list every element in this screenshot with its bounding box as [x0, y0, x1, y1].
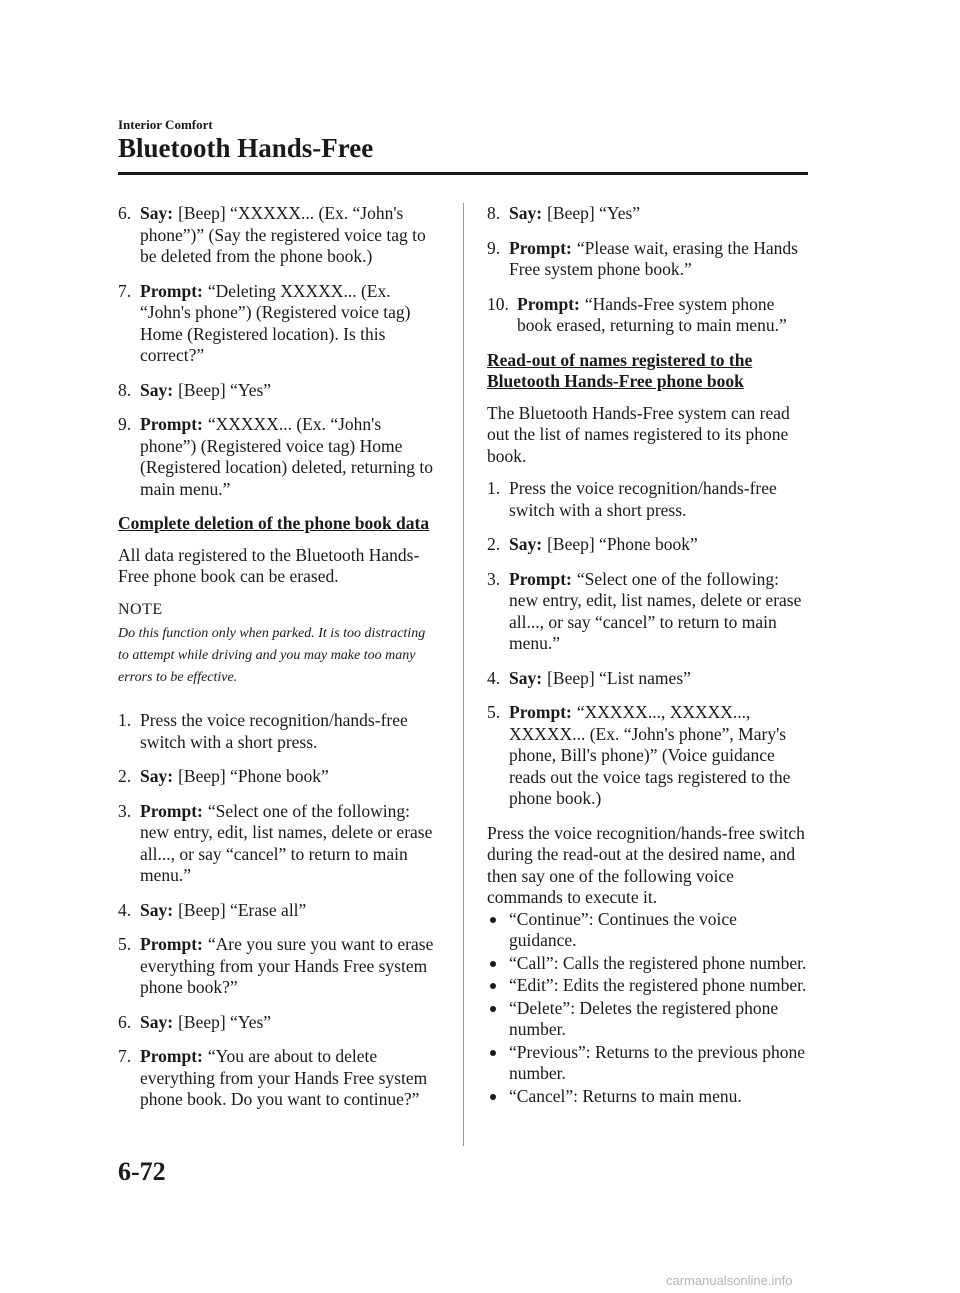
step-text: “Hands-Free system phone book erased, returning to main menu.”	[517, 293, 787, 335]
step-text: [Beep] “Phone book”	[178, 766, 329, 786]
step-item	[118, 900, 438, 922]
step-number: 4.	[118, 899, 132, 920]
step-number: 1.	[487, 478, 501, 498]
bullet-icon	[490, 1006, 496, 1012]
bullet-item	[487, 998, 807, 1041]
step-number: 5.	[487, 702, 501, 722]
bullet-icon	[490, 961, 496, 967]
step-number: 5.	[118, 934, 132, 954]
bullet-icon	[490, 1050, 496, 1056]
step-text: Press the voice recognition/hands-free switch with a short press.	[509, 478, 777, 520]
page-number: 6-72	[118, 1157, 166, 1186]
step-text: “You are about to delete everything from your Hands Free system phone book. Do you want to continue?”	[140, 1046, 428, 1109]
steps-list	[487, 478, 807, 810]
bullet-text: “Previous”: Returns to the previous phone number.	[509, 1041, 805, 1083]
step-keyword: Say:	[140, 899, 174, 920]
note-label: NOTE	[118, 600, 163, 618]
bullet-text: “Cancel”: Returns to main menu.	[509, 1085, 742, 1106]
bullet-text: “Delete”: Deletes the registered phone number.	[509, 997, 779, 1039]
step-text: [Beep] “Phone book”	[547, 534, 698, 554]
step-number: 6.	[118, 203, 132, 223]
step-keyword: Prompt:	[509, 702, 572, 722]
step-text: [Beep] “Yes”	[178, 379, 272, 400]
step-keyword: Say:	[509, 667, 543, 688]
step-item	[118, 1012, 438, 1034]
step-item	[487, 238, 807, 281]
bullet-item	[487, 953, 807, 975]
step-item	[487, 569, 807, 655]
step-text: [Beep] “XXXXX... (Ex. “John's phone”)” (Say the registered voice tag to be deleted from the phone book.)	[140, 203, 426, 266]
step-keyword: Say:	[140, 203, 174, 223]
step-keyword: Prompt:	[517, 293, 580, 314]
bullet-icon	[490, 917, 496, 923]
intro-paragraph: The Bluetooth Hands-Free system can read out the list of names registered to its phone book.	[487, 402, 790, 466]
step-text: “Are you sure you want to erase everything from your Hands Free system phone book?”	[140, 934, 434, 997]
step-item	[487, 203, 807, 225]
note-text: Do this function only when parked. It is too distracting to attempt while driving and you may make too many errors to be effective.	[118, 626, 426, 685]
bullet-icon	[490, 1094, 496, 1100]
step-item	[118, 281, 438, 367]
bullet-item	[487, 1042, 807, 1085]
step-text: Press the voice recognition/hands-free switch with a short press.	[140, 710, 408, 752]
step-number: 7.	[118, 280, 132, 301]
step-item	[118, 710, 438, 753]
step-keyword: Prompt:	[140, 800, 203, 821]
step-keyword: Say:	[140, 766, 174, 786]
step-item	[487, 702, 807, 810]
step-item	[118, 203, 438, 268]
step-keyword: Say:	[509, 203, 543, 223]
step-text: “Deleting XXXXX... (Ex. “John's phone”) (Registered voice tag) Home (Registered location). Is this correct?”	[140, 280, 411, 365]
step-item	[118, 801, 438, 887]
step-number: 3.	[487, 568, 501, 589]
steps-list	[118, 710, 438, 1111]
step-keyword: Say:	[140, 1011, 174, 1032]
step-item	[118, 1046, 438, 1111]
step-number: 8.	[118, 379, 132, 400]
step-keyword: Prompt:	[140, 934, 203, 954]
step-text: [Beep] “Yes”	[178, 1011, 272, 1032]
step-text: “Select one of the following: new entry, edit, list names, delete or erase all..., or say “cancel” to return to main menu.”	[140, 800, 433, 885]
step-number: 3.	[118, 800, 132, 821]
step-number: 9.	[118, 414, 132, 434]
subheading: Complete deletion of the phone book data	[118, 513, 430, 533]
bullet-item	[487, 1086, 807, 1108]
step-item	[118, 934, 438, 999]
step-text: “XXXXX... (Ex. “John's phone”) (Registered voice tag) Home (Registered location) deleted, returning to main menu.”	[140, 414, 434, 499]
steps-list	[487, 203, 807, 337]
step-item	[118, 380, 438, 402]
subheading: Read-out of names registered to the Bluetooth Hands-Free phone book	[487, 349, 753, 391]
title-rule	[118, 172, 808, 175]
step-keyword: Prompt:	[140, 280, 203, 301]
left-column	[118, 203, 438, 1124]
step-text: “Select one of the following: new entry, edit, list names, delete or erase all..., or say “cancel” to return to main menu.”	[509, 568, 802, 653]
bullet-text: “Edit”: Edits the registered phone number.	[509, 975, 807, 995]
column-divider	[463, 203, 464, 1146]
watermark: carmanualsonline.info	[666, 1273, 793, 1288]
step-item	[487, 478, 807, 521]
bullet-icon	[490, 983, 496, 989]
step-text: “XXXXX..., XXXXX..., XXXXX... (Ex. “John's phone”, Mary's phone, Bill's phone)” (Voice guidance reads out the voice tags registered to the phone book.)	[509, 702, 791, 808]
step-text: [Beep] “Erase all”	[178, 899, 307, 920]
bullet-item	[487, 975, 807, 997]
step-item	[487, 534, 807, 556]
after-paragraph: Press the voice recognition/hands-free switch during the read-out at the desired name, and then say one of the following voice commands to execute it.	[487, 822, 805, 907]
step-number: 4.	[487, 667, 501, 688]
step-item	[118, 414, 438, 500]
section-label: Interior Comfort	[118, 117, 213, 132]
step-number: 9.	[487, 237, 501, 258]
step-number: 8.	[487, 203, 501, 223]
step-keyword: Prompt:	[140, 414, 203, 434]
bullet-text: “Continue”: Continues the voice guidance.	[509, 908, 737, 950]
step-number: 2.	[118, 766, 132, 786]
step-item	[487, 668, 807, 690]
bullet-item	[487, 909, 807, 952]
step-number: 10.	[487, 293, 509, 314]
step-text: [Beep] “List names”	[547, 667, 691, 688]
bullet-text: “Call”: Calls the registered phone number.	[509, 952, 807, 973]
page-title: Bluetooth Hands-Free	[118, 133, 374, 163]
intro-paragraph: All data registered to the Bluetooth Hands-Free phone book can be erased.	[118, 544, 420, 586]
step-keyword: Prompt:	[509, 568, 572, 589]
step-item	[118, 766, 438, 788]
voice-command-list	[487, 909, 807, 1108]
step-number: 1.	[118, 710, 132, 730]
step-number: 7.	[118, 1046, 132, 1066]
step-text: “Please wait, erasing the Hands Free system phone book.”	[509, 237, 798, 279]
step-keyword: Prompt:	[509, 237, 572, 258]
step-number: 2.	[487, 534, 501, 554]
step-number: 6.	[118, 1011, 132, 1032]
steps-list	[118, 203, 438, 500]
step-item	[487, 294, 807, 337]
step-keyword: Say:	[140, 379, 174, 400]
step-keyword: Say:	[509, 534, 543, 554]
step-text: [Beep] “Yes”	[547, 203, 641, 223]
step-keyword: Prompt:	[140, 1046, 203, 1066]
right-column	[487, 203, 807, 1108]
